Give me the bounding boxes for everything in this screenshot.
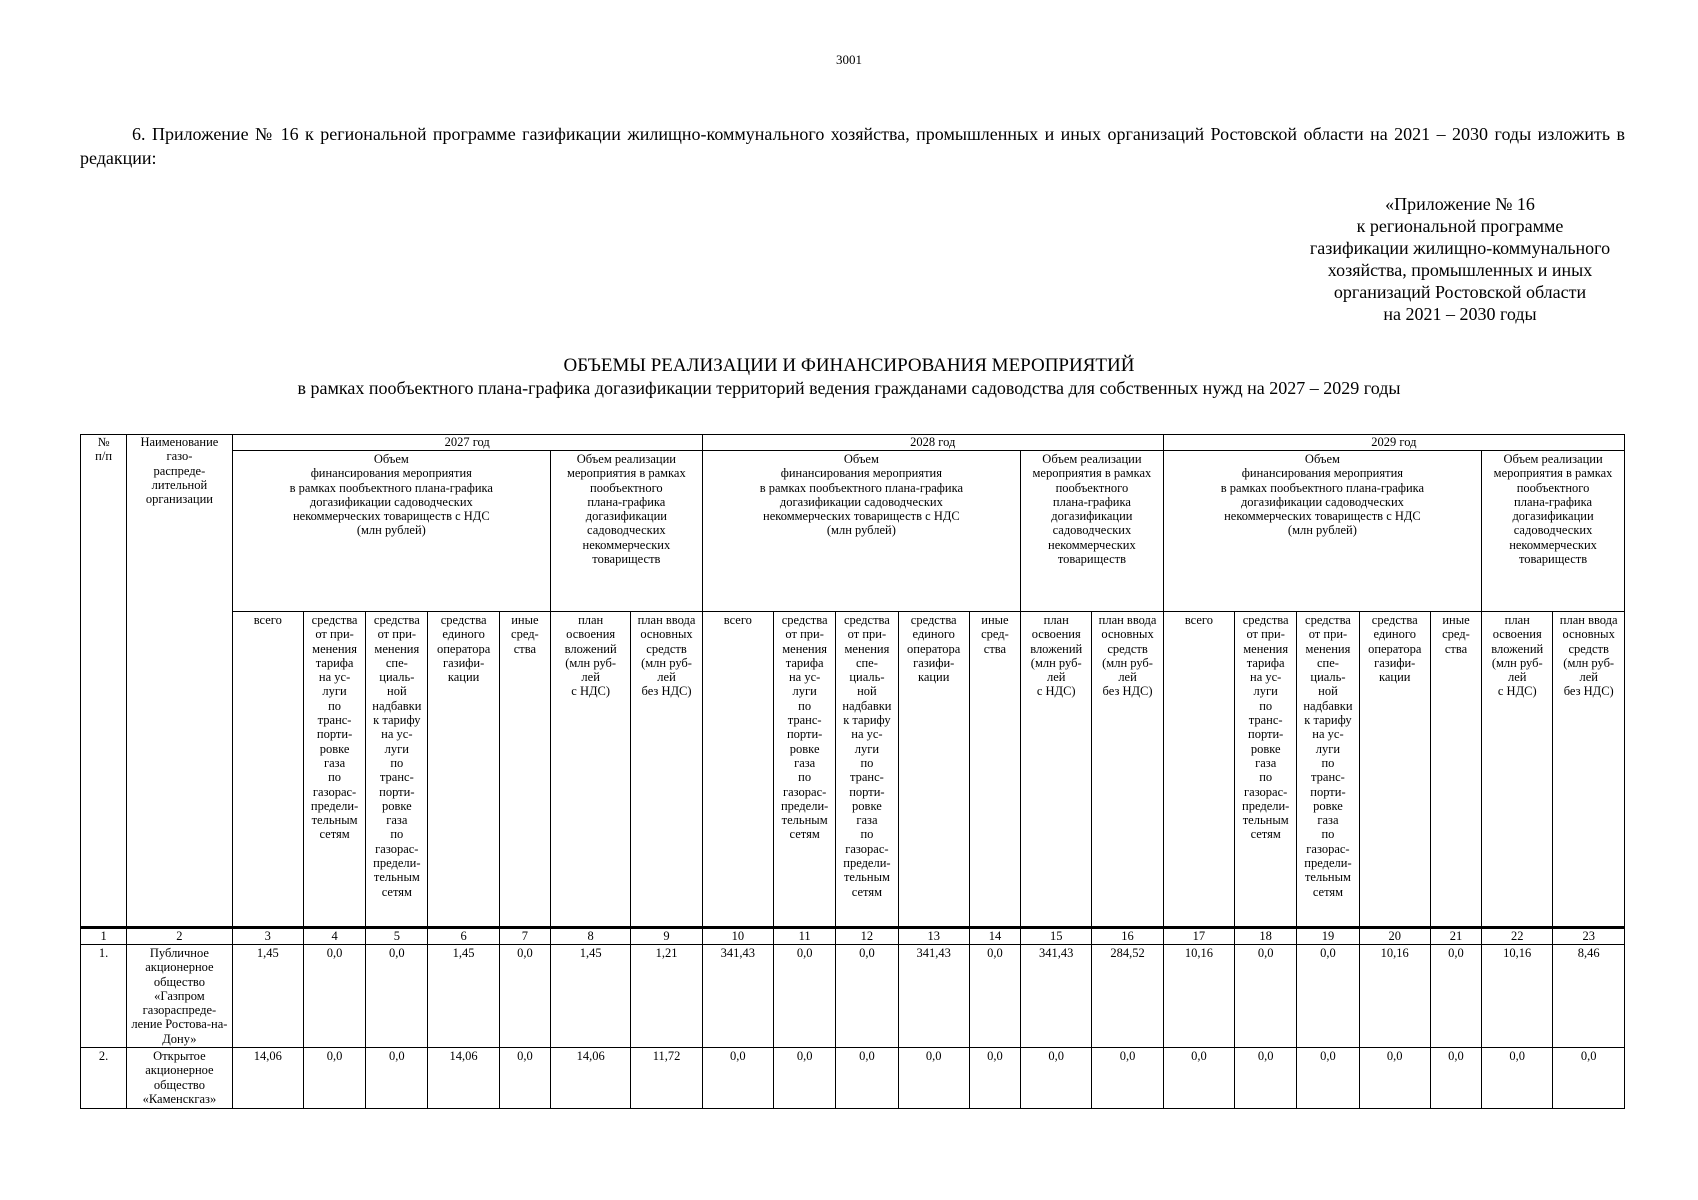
column-number: 16	[1092, 928, 1163, 945]
table-row	[81, 945, 1625, 1048]
header-row-groups	[81, 451, 1625, 612]
table-cell: 0,0	[499, 1048, 550, 1109]
column-number: 20	[1359, 928, 1430, 945]
header-other-funds: иные сред- ства	[499, 612, 550, 928]
header-implementation-2029: Объем реализации мероприятия в рамках пообъектного плана-графика догазификации садоводческих некоммерческих товариществ	[1482, 451, 1625, 612]
header-plan-assets: план ввода основных средств (млн руб- лей без НДС)	[1092, 612, 1163, 928]
appendix-line: к региональной программе	[1356, 216, 1564, 236]
header-tariff-funds: средства от при- менения тарифа на ус- луги по транс- порти- ровке газа по газорас- предели- тельным сетям	[774, 612, 836, 928]
table-cell: 0,0	[1163, 1048, 1234, 1109]
column-number: 19	[1297, 928, 1359, 945]
table-cell: 0,0	[1359, 1048, 1430, 1109]
header-operator-funds: средства единого оператора газифи- кации	[898, 612, 969, 928]
table-cell: 0,0	[774, 945, 836, 1048]
table-cell: 0,0	[969, 1048, 1020, 1109]
column-number-row	[81, 928, 1625, 945]
column-number: 12	[836, 928, 898, 945]
header-plan-investment: план освоения вложений (млн руб- лей с НДС)	[1482, 612, 1553, 928]
table-cell: 341,43	[898, 945, 969, 1048]
table-cell: 0,0	[1092, 1048, 1163, 1109]
table-cell: 341,43	[1021, 945, 1092, 1048]
table-row	[81, 1048, 1625, 1109]
table-cell: 0,0	[1297, 945, 1359, 1048]
header-number: № п/п	[81, 435, 127, 928]
header-total: всего	[1163, 612, 1234, 928]
column-number: 17	[1163, 928, 1234, 945]
column-number: 18	[1235, 928, 1297, 945]
table-cell: 10,16	[1359, 945, 1430, 1048]
header-plan-investment: план освоения вложений (млн руб- лей с НДС)	[1021, 612, 1092, 928]
appendix-line: «Приложение № 16	[1385, 194, 1535, 214]
table-cell: 0,0	[1430, 945, 1481, 1048]
header-plan-assets: план ввода основных средств (млн руб- лей без НДС)	[631, 612, 702, 928]
document-title: ОБЪЕМЫ РЕАЛИЗАЦИИ И ФИНАНСИРОВАНИЯ МЕРОПРИЯТИЙ	[563, 355, 1135, 376]
column-number: 3	[232, 928, 303, 945]
table-cell: 0,0	[303, 945, 365, 1048]
table-cell: 1,45	[428, 945, 499, 1048]
table-cell: 0,0	[836, 945, 898, 1048]
table-cell: 0,0	[774, 1048, 836, 1109]
column-number: 5	[366, 928, 428, 945]
table-cell: 0,0	[1021, 1048, 1092, 1109]
header-other-funds: иные сред- ства	[969, 612, 1020, 928]
header-surcharge-funds: средства от при- менения спе- циаль- ной надбавки к тарифу на ус- луги по транс- порти- ровке газа по газорас- предели- тельным сетям	[366, 612, 428, 928]
table-cell: 0,0	[1430, 1048, 1481, 1109]
table-cell: 0,0	[1553, 1048, 1625, 1109]
column-number: 7	[499, 928, 550, 945]
row-number: 1.	[81, 945, 127, 1048]
header-financing-2028: Объем финансирования мероприятия в рамках пообъектного плана-графика догазификации садоводческих некоммерческих товариществ с НДС (млн рублей)	[702, 451, 1020, 612]
header-year-2027: 2027 год	[232, 435, 702, 451]
header-plan-investment: план освоения вложений (млн руб- лей с НДС)	[550, 612, 630, 928]
header-organization: Наименование газо- распреде- лительной организации	[127, 435, 232, 928]
appendix-line: хозяйства, промышленных и иных	[1327, 260, 1593, 280]
header-plan-assets: план ввода основных средств (млн руб- лей без НДС)	[1553, 612, 1625, 928]
header-total: всего	[702, 612, 773, 928]
table-cell: 0,0	[898, 1048, 969, 1109]
header-row-years	[81, 435, 1625, 451]
table-cell: 0,0	[499, 945, 550, 1048]
table-cell: 1,45	[550, 945, 630, 1048]
header-other-funds: иные сред- ства	[1430, 612, 1481, 928]
column-number: 13	[898, 928, 969, 945]
table-cell: 14,06	[428, 1048, 499, 1109]
table-cell: 0,0	[969, 945, 1020, 1048]
table-cell: 0,0	[702, 1048, 773, 1109]
table-cell: 14,06	[232, 1048, 303, 1109]
column-number: 9	[631, 928, 702, 945]
column-number: 6	[428, 928, 499, 945]
column-number: 15	[1021, 928, 1092, 945]
appendix-reference	[1280, 193, 1640, 325]
table-cell: 284,52	[1092, 945, 1163, 1048]
header-year-2028: 2028 год	[702, 435, 1163, 451]
header-operator-funds: средства единого оператора газифи- кации	[1359, 612, 1430, 928]
table-cell: 0,0	[1235, 945, 1297, 1048]
header-surcharge-funds: средства от при- менения спе- циаль- ной надбавки к тарифу на ус- луги по транс- порти- ровке газа по газорас- предели- тельным сетям	[836, 612, 898, 928]
table-cell: 10,16	[1482, 945, 1553, 1048]
table-cell: 0,0	[1482, 1048, 1553, 1109]
table-cell: 1,45	[232, 945, 303, 1048]
header-financing-2027: Объем финансирования мероприятия в рамках пообъектного плана-графика догазификации садоводческих некоммерческих товариществ с НДС (млн рублей)	[232, 451, 550, 612]
column-number: 14	[969, 928, 1020, 945]
column-number: 1	[81, 928, 127, 945]
page-number: 3001	[836, 52, 862, 67]
header-surcharge-funds: средства от при- менения спе- циаль- ной надбавки к тарифу на ус- луги по транс- порти- ровке газа по газорас- предели- тельным сетям	[1297, 612, 1359, 928]
header-implementation-2028: Объем реализации мероприятия в рамках пообъектного плана-графика догазификации садоводческих некоммерческих товариществ	[1021, 451, 1164, 612]
table-cell: 0,0	[1235, 1048, 1297, 1109]
column-number: 10	[702, 928, 773, 945]
header-total: всего	[232, 612, 303, 928]
table-cell: 14,06	[550, 1048, 630, 1109]
table-cell: 0,0	[366, 1048, 428, 1109]
column-number: 21	[1430, 928, 1481, 945]
table-cell: 341,43	[702, 945, 773, 1048]
financing-table	[80, 434, 1625, 1109]
column-number: 4	[303, 928, 365, 945]
table-cell: 1,21	[631, 945, 702, 1048]
table-cell: 0,0	[303, 1048, 365, 1109]
column-number: 23	[1553, 928, 1625, 945]
table-cell: 0,0	[836, 1048, 898, 1109]
header-financing-2029: Объем финансирования мероприятия в рамках пообъектного плана-графика догазификации садоводческих некоммерческих товариществ с НДС (млн рублей)	[1163, 451, 1481, 612]
table-cell: 8,46	[1553, 945, 1625, 1048]
appendix-line: организаций Ростовской области	[1333, 282, 1587, 302]
column-number: 22	[1482, 928, 1553, 945]
appendix-line: на 2021 – 2030 годы	[1383, 304, 1537, 324]
row-number: 2.	[81, 1048, 127, 1109]
organization-name: Публичное акционерное общество «Газпром газораспреде-ление Ростова-на-Дону»	[127, 945, 232, 1048]
header-implementation-2027: Объем реализации мероприятия в рамках пообъектного плана-графика догазификации садоводческих некоммерческих товариществ	[550, 451, 702, 612]
header-tariff-funds: средства от при- менения тарифа на ус- луги по транс- порти- ровке газа по газорас- предели- тельным сетям	[303, 612, 365, 928]
document-subtitle: в рамках пообъектного плана-графика догазификации территорий ведения гражданами садоводства для собственных нужд на 2027 – 2029 годы	[297, 378, 1401, 398]
header-tariff-funds: средства от при- менения тарифа на ус- луги по транс- порти- ровке газа по газорас- предели- тельным сетям	[1235, 612, 1297, 928]
table-cell: 0,0	[366, 945, 428, 1048]
intro-paragraph: 6. Приложение № 16 к региональной программе газификации жилищно-коммунального хозяйства, промышленных и иных организаций Ростовской области на 2021 – 2030 годы изложить в редакции:	[80, 124, 1625, 168]
column-number: 8	[550, 928, 630, 945]
column-number: 11	[774, 928, 836, 945]
column-number: 2	[127, 928, 232, 945]
table-cell: 11,72	[631, 1048, 702, 1109]
appendix-line: газификации жилищно-коммунального	[1309, 238, 1611, 258]
organization-name: Открытое акционерное общество «Каменскгаз»	[127, 1048, 232, 1109]
header-row-subcolumns	[81, 612, 1625, 928]
table-cell: 0,0	[1297, 1048, 1359, 1109]
header-year-2029: 2029 год	[1163, 435, 1624, 451]
table-cell: 10,16	[1163, 945, 1234, 1048]
header-operator-funds: средства единого оператора газифи- кации	[428, 612, 499, 928]
